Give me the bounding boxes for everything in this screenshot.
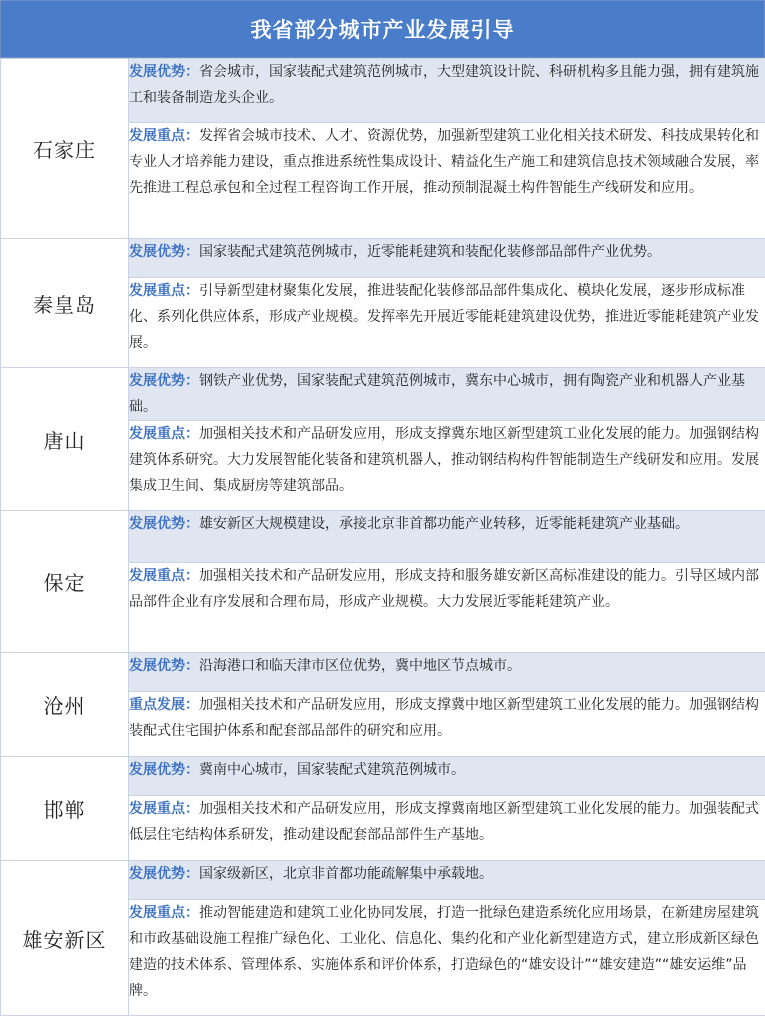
city-name: 邯郸 [1,757,129,861]
city-name: 秦皇岛 [1,239,129,368]
focus-label: 重点发展： [129,697,199,713]
advantage-label: 发展优势： [129,373,199,389]
advantage-label: 发展优势： [129,762,199,778]
advantage-cell [129,861,765,900]
focus-cell [129,796,765,861]
advantage-text: 沿海港口和临天津市区位优势，冀中地区节点城市。 [199,658,521,674]
table-row [1,511,765,563]
focus-text: 引导新型建材聚集化发展，推进装配化装修部品部件集成化、模块化发展，逐步形成标准化、系列化供应体系，形成产业规模。发挥率先开展近零能耗建筑建设优势，推进近零能耗建筑产业发展。 [129,283,759,351]
focus-cell [129,123,765,239]
focus-cell [129,900,765,1016]
advantage-cell [129,653,765,692]
table-row [1,368,765,421]
advantage-label: 发展优势： [129,516,199,532]
advantage-cell [129,368,765,421]
focus-label: 发展重点： [129,283,199,299]
table-row [1,653,765,692]
table-row [1,59,765,123]
city-table [0,58,765,1016]
focus-text: 加强相关技术和产品研发应用，形成支撑冀中地区新型建筑工业化发展的能力。加强钢结构装配式住宅围护体系和配套部品部件的研究和应用。 [129,697,759,739]
focus-text: 发挥省会城市技术、人才、资源优势，加强新型建筑工业化相关技术研发、科技成果转化和专业人才培养能力建设，重点推进系统性集成设计、精益化生产施工和建筑信息技术领域融合发展，率先推进工程总承包和全过程工程咨询工作开展，推动预制混凝土构件智能生产线研发和应用。 [129,128,759,196]
city-name: 唐山 [1,368,129,511]
focus-cell [129,563,765,653]
focus-label: 发展重点： [129,568,199,584]
focus-label: 发展重点： [129,905,199,921]
focus-label: 发展重点： [129,426,199,442]
advantage-text: 雄安新区大规模建设，承接北京非首都功能产业转移，近零能耗建筑产业基础。 [199,516,689,532]
city-name: 石家庄 [1,59,129,239]
focus-cell [129,278,765,368]
city-name: 雄安新区 [1,861,129,1016]
focus-text: 加强相关技术和产品研发应用，形成支撑冀南地区新型建筑工业化发展的能力。加强装配式低层住宅结构体系研发，推动建设配套部品部件生产基地。 [129,801,759,843]
focus-text: 推动智能建造和建筑工业化协同发展，打造一批绿色建造系统化应用场景，在新建房屋建筑和市政基础设施工程推广绿色化、工业化、信息化、集约化和产业化新型建造方式，建立形成新区绿色建造的技术体系、管理体系、实施体系和评价体系，打造绿色的“雄安设计”“雄安建造”“雄安运维”品牌。 [129,905,759,999]
city-name: 沧州 [1,653,129,757]
advantage-cell [129,239,765,278]
advantage-label: 发展优势： [129,866,199,882]
advantage-text: 钢铁产业优势，国家装配式建筑范例城市，冀东中心城市，拥有陶瓷产业和机器人产业基础。 [129,373,745,415]
city-name: 保定 [1,511,129,653]
advantage-cell [129,757,765,796]
focus-text: 加强相关技术和产品研发应用，形成支撑冀东地区新型建筑工业化发展的能力。加强钢结构建筑体系研究。大力发展智能化装备和建筑机器人，推动钢结构构件智能制造生产线研发和应用。发展集成卫生间、集成厨房等建筑部品。 [129,426,759,494]
table-title: 我省部分城市产业发展引导 [0,0,765,58]
focus-label: 发展重点： [129,801,199,817]
advantage-label: 发展优势： [129,64,199,80]
advantage-text: 省会城市，国家装配式建筑范例城市，大型建筑设计院、科研机构多且能力强，拥有建筑施工和装备制造龙头企业。 [129,64,759,106]
table-row [1,239,765,278]
advantage-text: 国家级新区，北京非首都功能疏解集中承载地。 [199,866,493,882]
advantage-text: 国家装配式建筑范例城市，近零能耗建筑和装配化装修部品部件产业优势。 [199,244,661,260]
advantage-text: 冀南中心城市，国家装配式建筑范例城市。 [199,762,465,778]
focus-label: 发展重点： [129,128,199,144]
table-row [1,861,765,900]
advantage-cell [129,511,765,563]
table-row [1,757,765,796]
focus-cell [129,421,765,511]
focus-cell [129,692,765,757]
focus-text: 加强相关技术和产品研发应用，形成支持和服务雄安新区高标准建设的能力。引导区域内部品部件企业有序发展和合理布局，形成产业规模。大力发展近零能耗建筑产业。 [129,568,759,610]
advantage-cell [129,59,765,123]
advantage-label: 发展优势： [129,658,199,674]
advantage-label: 发展优势： [129,244,199,260]
